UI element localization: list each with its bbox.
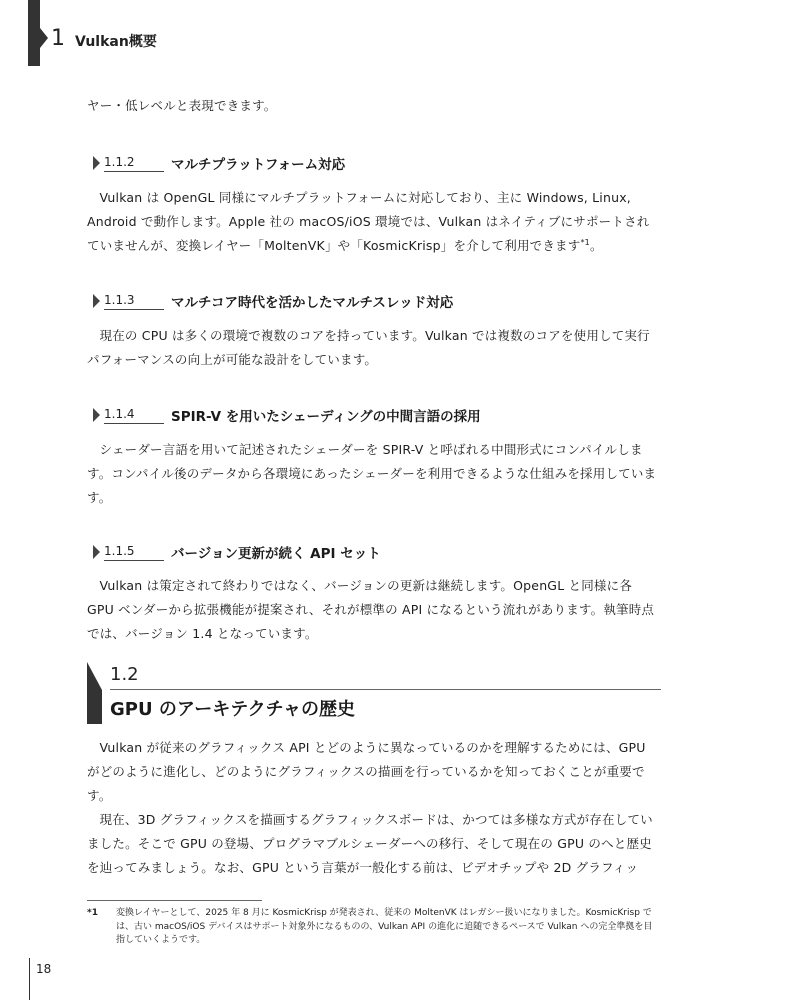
paragraph: シェーダー言語を用いて記述されたシェーダーを SPIR-V と呼ばれる中間形式にコンパイルします。コンパイル後のデータから各環境にあったシェーダーを利用できるような仕組みを採用しています。: [87, 442, 657, 505]
subsection-body: [87, 438, 661, 510]
subsection-body: [87, 324, 661, 372]
folio-rule: [29, 958, 30, 1000]
subsection-title: バージョン更新が続く API セット: [171, 546, 381, 562]
footnote-rule: [87, 900, 262, 901]
chapter-title: Vulkan概要: [75, 34, 157, 50]
subsection-heading: [87, 541, 661, 563]
footnote: [87, 907, 661, 948]
subsection-heading: [87, 290, 661, 312]
paragraph: Vulkan は OpenGL 同様にマルチプラットフォームに対応しており、主に Windows, Linux, Android で動作します。Apple 社の macOS/iOS 環境では、Vulkan はネイティブにサポートされていませんが、変換レイヤー「MoltenVK」や「KosmicKrisp」を介して利用できます$^{*1}$。: [87, 190, 650, 253]
continuation-text: [87, 94, 661, 118]
subsection-title: マルチプラットフォーム対応: [171, 157, 346, 173]
paragraph: ヤー・低レベルと表現できます。: [87, 98, 277, 113]
subsection-body: [87, 186, 661, 258]
paragraph: 現在の CPU は多くの環境で複数のコアを持っています。Vulkan では複数のコアを使用して実行パフォーマンスの向上が可能な設計をしています。: [87, 328, 650, 367]
subsection-heading: [87, 404, 661, 426]
paragraph: Vulkan は策定されて終わりではなく、バージョンの更新は継続します。OpenGL と同様に各 GPU ベンダーから拡張機能が提案され、それが標準の API になるという流れがあります。執筆時点では、バージョン 1.4 となっています。: [87, 578, 655, 641]
subsection-title: SPIR-V を用いたシェーディングの中間言語の採用: [171, 409, 481, 425]
subsection-marker-icon: [93, 294, 100, 308]
page-number: 18: [36, 962, 52, 976]
subsection-marker-icon: [93, 156, 100, 170]
subsection-rule: [104, 423, 164, 424]
section-rule: [110, 689, 661, 690]
chapter-marker-arrow: [40, 28, 48, 48]
subsection-rule: [104, 171, 164, 172]
subsection-number: 1.1.3: [104, 293, 135, 307]
paragraph: Vulkan が従来のグラフィックス API とどのように異なっているのかを理解するためには、GPU がどのように進化し、どのようにグラフィックスの描画を行っているかを知っておくことが重要です。: [87, 740, 646, 803]
section-heading: [87, 662, 661, 724]
section-marker-notch: [87, 662, 102, 690]
chapter-number: 1: [51, 26, 65, 51]
subsection-title: マルチコア時代を活かしたマルチスレッド対応: [171, 295, 454, 311]
subsection-rule: [104, 309, 164, 310]
subsection-number: 1.1.5: [104, 544, 135, 558]
paragraph: 現在、3D グラフィックスを描画するグラフィックスボードは、かつては多様な方式が存在していました。そこで GPU の登場、プログラマブルシェーダーへの移行、そして現在の GPU のへと歴史を辿ってみましょう。なお、GPU という言葉が一般化する前は、ビデオチップや 2D グラフィッ: [87, 812, 653, 875]
subsection-marker-icon: [93, 545, 100, 559]
footnote-reference: *1: [580, 237, 590, 247]
subsection-number: 1.1.4: [104, 407, 135, 421]
subsection-heading: [87, 152, 661, 174]
section-number: 1.2: [110, 664, 139, 685]
footnote-mark: *1: [87, 908, 98, 918]
footnote-text: 変換レイヤーとして、2025 年 8 月に KosmicKrisp が発表され、従来の MoltenVK はレガシー扱いになりました。KosmicKrisp では、古い macOS/iOS デバイスはサポート対象外になるものの、Vulkan API の進化に追随できるペースで Vulkan への完全準拠を目指していくようです。: [116, 908, 653, 945]
section-body: [87, 736, 661, 880]
section-title: GPU のアーキテクチャの歴史: [110, 699, 356, 720]
subsection-number: 1.1.2: [104, 155, 135, 169]
subsection-body: [87, 574, 661, 646]
chapter-marker-bar: [28, 0, 40, 66]
subsection-marker-icon: [93, 408, 100, 422]
subsection-rule: [104, 560, 164, 561]
